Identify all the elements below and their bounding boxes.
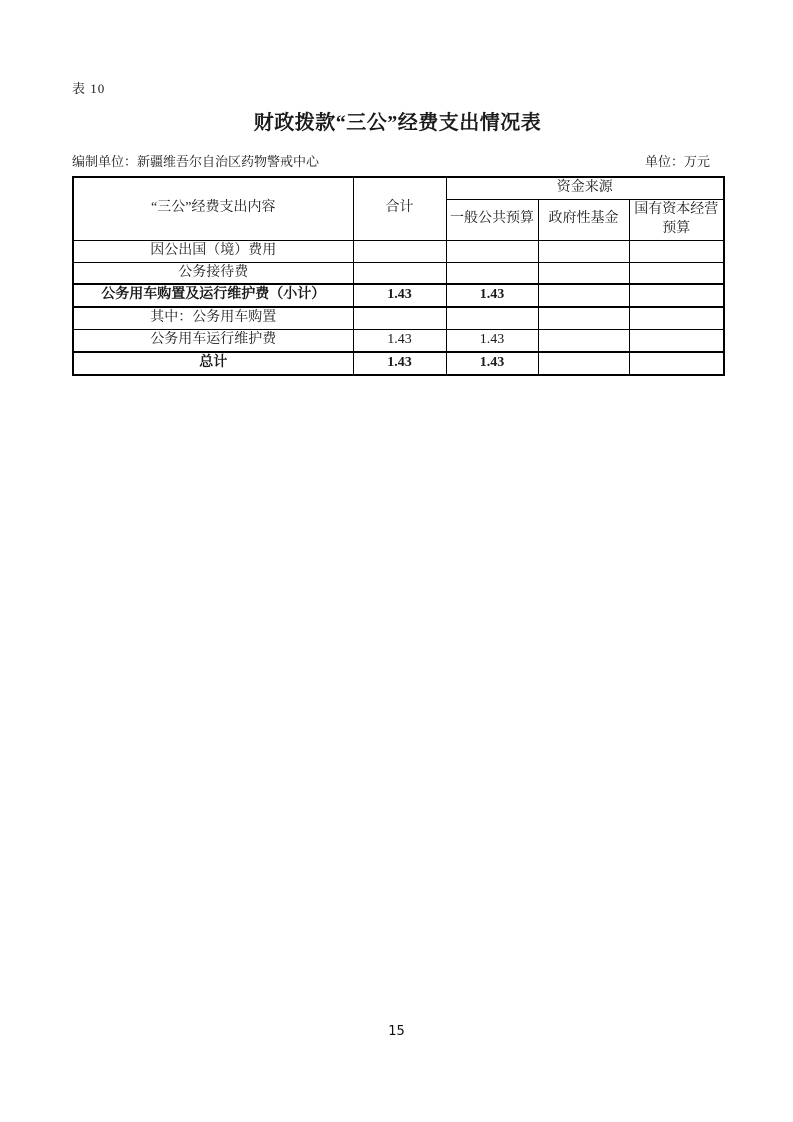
row-label: 总计	[73, 352, 353, 375]
header-state-capital: 国有资本经营预算	[629, 199, 724, 240]
meta-row	[72, 151, 723, 170]
cell-gov-fund	[538, 352, 629, 375]
page-number: 15	[388, 1024, 405, 1039]
cell-total: 1.43	[353, 284, 446, 307]
row-label: 其中：公务用车购置	[73, 307, 353, 329]
cell-gov-fund	[538, 262, 629, 284]
cell-general-budget: 1.43	[446, 330, 538, 352]
header-funding-source-group: 资金来源	[446, 177, 724, 199]
cell-total	[353, 307, 446, 329]
table-row-vehicle-purchase	[73, 307, 724, 329]
cell-state-capital	[629, 240, 724, 262]
table-header-row-1	[73, 177, 724, 199]
header-general-budget: 一般公共预算	[446, 199, 538, 240]
cell-general-budget	[446, 240, 538, 262]
table-row-reception	[73, 262, 724, 284]
expense-table	[72, 176, 725, 376]
cell-general-budget	[446, 262, 538, 284]
document-content	[0, 0, 793, 376]
header-total-col: 合计	[353, 177, 446, 240]
cell-general-budget: 1.43	[446, 284, 538, 307]
table-row-vehicle-subtotal	[73, 284, 724, 307]
cell-gov-fund	[538, 284, 629, 307]
cell-total	[353, 240, 446, 262]
header-content-col: “三公”经费支出内容	[73, 177, 353, 240]
row-label: 公务用车运行维护费	[73, 330, 353, 352]
unit-note-label: 单位：万元	[644, 154, 710, 169]
table-row-abroad	[73, 240, 724, 262]
table-row-vehicle-maintenance	[73, 330, 724, 352]
cell-total	[353, 262, 446, 284]
cell-state-capital	[629, 330, 724, 352]
table-row-grand-total	[73, 352, 724, 375]
cell-gov-fund	[538, 240, 629, 262]
cell-state-capital	[629, 262, 724, 284]
cell-state-capital	[629, 352, 724, 375]
prepared-by-label: 编制单位：新疆维吾尔自治区药物警戒中心	[72, 154, 320, 169]
cell-gov-fund	[538, 307, 629, 329]
cell-total: 1.43	[353, 352, 446, 375]
cell-state-capital	[629, 284, 724, 307]
cell-gov-fund	[538, 330, 629, 352]
page-title: 财政拨款“三公”经费支出情况表	[253, 112, 542, 134]
cell-total: 1.43	[353, 330, 446, 352]
row-label: 公务用车购置及运行维护费（小计）	[73, 284, 353, 307]
row-label: 公务接待费	[73, 262, 353, 284]
cell-general-budget: 1.43	[446, 352, 538, 375]
cell-general-budget	[446, 307, 538, 329]
table-label: 表 10	[72, 81, 106, 96]
header-gov-fund: 政府性基金	[538, 199, 629, 240]
row-label: 因公出国（境）费用	[73, 240, 353, 262]
cell-state-capital	[629, 307, 724, 329]
